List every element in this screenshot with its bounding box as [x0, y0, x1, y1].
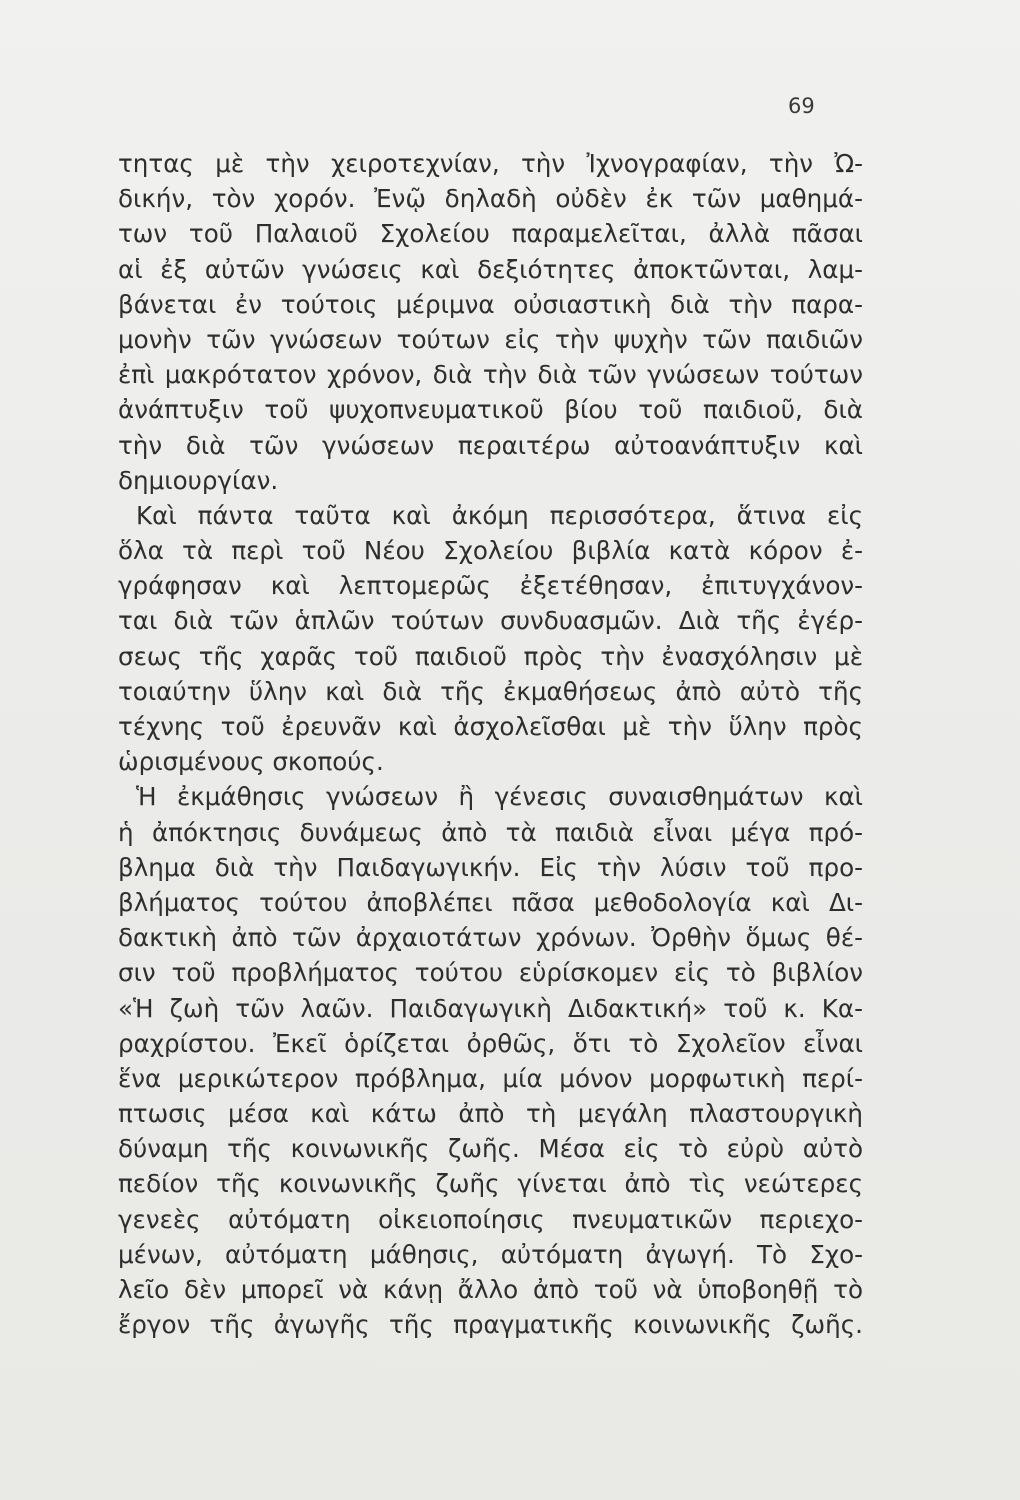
- text-line: Ἡ ἐκμάθησις γνώσεων ἢ γένεσις συναισθημάτων καὶ: [136, 782, 863, 812]
- text-line: ται διὰ τῶν ἁπλῶν τούτων συνδυασμῶν. Διὰ τῆς ἐγέρ-: [118, 606, 863, 636]
- text-line: Καὶ πάντα ταῦτα καὶ ἀκόμη περισσότερα, ἅτινα εἰς: [136, 500, 863, 530]
- text-line: ραχρίστου. Ἐκεῖ ὁρίζεται ὀρθῶς, ὅτι τὸ Σχολεῖον εἶναι: [118, 1028, 863, 1058]
- text-line: βλημα διὰ τὴν Παιδαγωγικήν. Εἰς τὴν λύσιν τοῦ προ-: [118, 852, 863, 882]
- text-line: αἱ ἐξ αὐτῶν γνώσεις καὶ δεξιότητες ἀποκτῶνται, λαμ-: [118, 254, 863, 284]
- text-line: τητας μὲ τὴν χειροτεχνίαν, τὴν Ἰχνογραφίαν, τὴν Ὠ-: [118, 149, 863, 178]
- text-line: των τοῦ Παλαιοῦ Σχολείου παραμελεῖται, ἀλλὰ πᾶσαι: [118, 219, 863, 249]
- paragraph-2: [118, 498, 863, 780]
- text-line: δακτικὴ ἀπὸ τῶν ἀρχαιοτάτων χρόνων. Ὀρθὴν ὅμως θέ-: [118, 923, 863, 953]
- text-line: γράφησαν καὶ λεπτομερῶς ἐξετέθησαν, ἐπιτυγχάνον-: [118, 571, 863, 601]
- page-number: 69: [788, 94, 815, 118]
- text-line: δύναμη τῆς κοινωνικῆς ζωῆς. Μέσα εἰς τὸ εὐρὺ αὐτὸ: [118, 1134, 863, 1164]
- paragraph-1: [118, 146, 863, 498]
- text-line: βάνεται ἐν τούτοις μέριμνα οὐσιαστικὴ διὰ τὴν παρα-: [118, 289, 863, 319]
- text-line: δημιουργίαν.: [118, 465, 279, 495]
- text-line: τὴν διὰ τῶν γνώσεων περαιτέρω αὐτοανάπτυξιν καὶ: [118, 430, 863, 460]
- text-line: λεῖο δὲν μπορεῖ νὰ κάνῃ ἄλλο ἀπὸ τοῦ νὰ ὑποβοηθῇ τὸ: [118, 1275, 863, 1304]
- text-line: μένων, αὐτόματη μάθησις, αὐτόματη ἀγωγή. Τὸ Σχο-: [118, 1239, 863, 1269]
- text-line: βλήματος τούτου ἀποβλέπει πᾶσα μεθοδολογία καὶ Δι-: [118, 887, 863, 917]
- text-line: τοιαύτην ὕλην καὶ διὰ τῆς ἐκμαθήσεως ἀπὸ αὐτὸ τῆς: [118, 676, 863, 706]
- body-text: [118, 146, 863, 1342]
- text-line: τέχνης τοῦ ἐρευνᾶν καὶ ἀσχολεῖσθαι μὲ τὴν ὕλην πρὸς: [118, 712, 863, 741]
- text-line: σιν τοῦ προβλήματος τούτου εὑρίσκομεν εἰς τὸ βιβλίον: [118, 958, 863, 988]
- text-line: ἡ ἀπόκτησις δυνάμεως ἀπὸ τὰ παιδιὰ εἶναι μέγα πρό-: [118, 817, 863, 847]
- text-line: ὡρισμένους σκοπούς.: [118, 747, 384, 777]
- text-line: μονὴν τῶν γνώσεων τούτων εἰς τὴν ψυχὴν τῶν παιδιῶν: [118, 324, 863, 354]
- text-line: δικήν, τὸν χορόν. Ἐνῷ δηλαδὴ οὐδὲν ἐκ τῶν μαθημά-: [118, 184, 863, 214]
- paragraph-3: [118, 779, 863, 1342]
- text-line: γενεὲς αὐτόματη οἰκειοποίησις πνευματικῶν περιεχο-: [118, 1204, 863, 1234]
- text-line: ἕνα μερικώτερον πρόβλημα, μία μόνον μορφωτικὴ περί-: [118, 1063, 863, 1093]
- text-line: πτωσις μέσα καὶ κάτω ἀπὸ τὴ μεγάλη πλαστουργικὴ: [118, 1099, 863, 1129]
- text-line: σεως τῆς χαρᾶς τοῦ παιδιοῦ πρὸς τὴν ἐνασχόλησιν μὲ: [118, 641, 863, 671]
- text-line: πεδίον τῆς κοινωνικῆς ζωῆς γίνεται ἀπὸ τὶς νεώτερες: [118, 1169, 863, 1199]
- text-line: ἀνάπτυξιν τοῦ ψυχοπνευματικοῦ βίου τοῦ παιδιοῦ, διὰ: [118, 395, 863, 425]
- text-line: ἔργον τῆς ἀγωγῆς τῆς πραγματικῆς κοινωνικῆς ζωῆς.: [118, 1310, 863, 1340]
- text-line: ἐπὶ μακρότατον χρόνον, διὰ τὴν διὰ τῶν γνώσεων τούτων: [118, 360, 863, 390]
- text-line: «Ἡ ζωὴ τῶν λαῶν. Παιδαγωγικὴ Διδακτική» τοῦ κ. Κα-: [118, 993, 863, 1023]
- text-line: ὅλα τὰ περὶ τοῦ Νέου Σχολείου βιβλία κατὰ κόρον ἐ-: [118, 536, 863, 566]
